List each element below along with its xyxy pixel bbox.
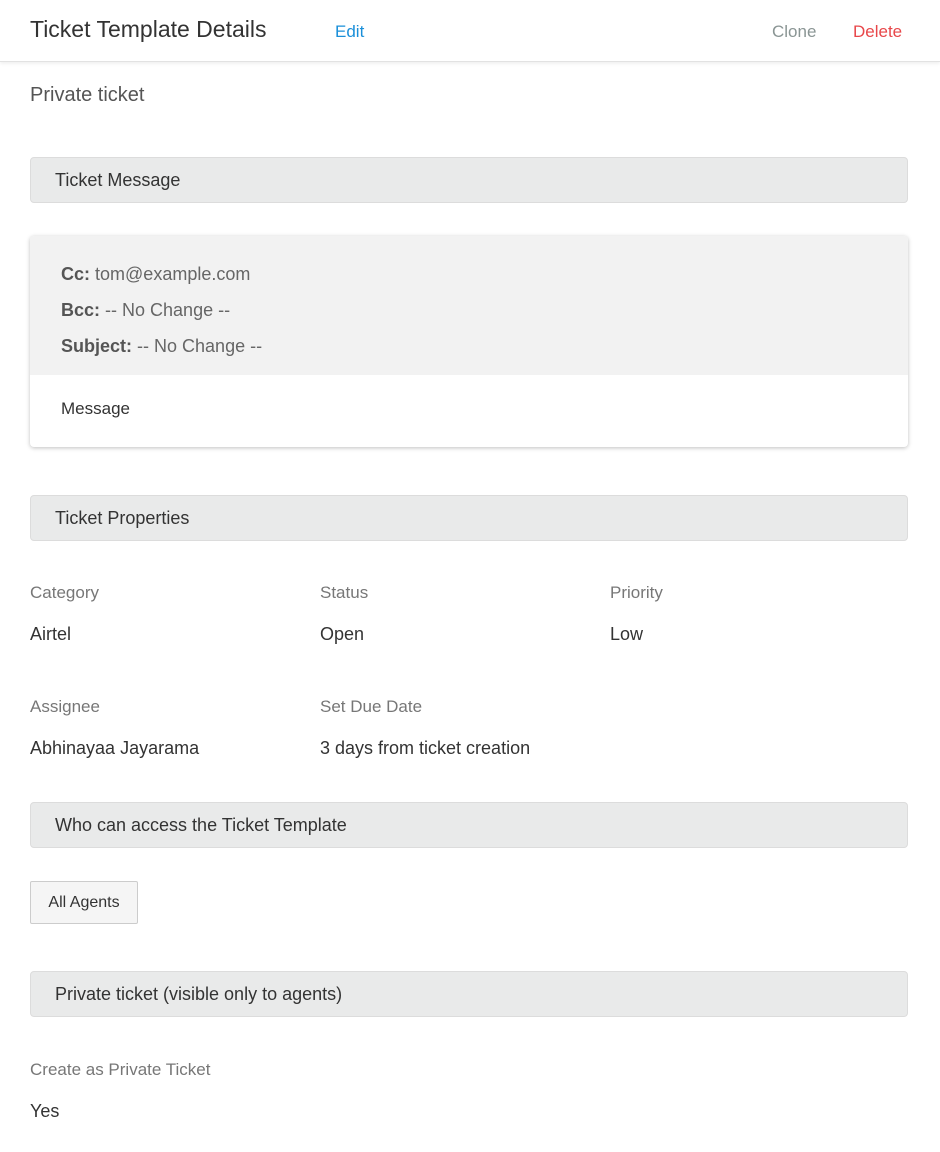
private-ticket-label: Create as Private Ticket: [30, 1060, 211, 1079]
due-date-value: 3 days from ticket creation: [320, 738, 531, 758]
priority-value: Low: [610, 624, 644, 644]
status-value: Open: [320, 624, 365, 644]
section-access: Who can access the Ticket Template: [30, 802, 908, 848]
edit-link[interactable]: Edit: [335, 22, 365, 41]
section-ticket-message: Ticket Message: [30, 157, 908, 203]
message-card: [30, 236, 908, 447]
clone-link[interactable]: Clone: [772, 22, 817, 41]
cc-row: Cc: tom@example.com: [61, 264, 251, 284]
header: [0, 0, 940, 62]
cc-value: tom@example.com: [95, 264, 251, 284]
private-ticket-value: Yes: [30, 1101, 60, 1121]
bcc-value: -- No Change --: [105, 300, 231, 320]
category-label: Category: [30, 583, 99, 602]
section-private-ticket: Private ticket (visible only to agents): [30, 971, 908, 1017]
status-label: Status: [320, 583, 369, 602]
message-body: Message: [61, 399, 130, 418]
section-ticket-properties: Ticket Properties: [30, 495, 908, 541]
category-value: Airtel: [30, 624, 72, 644]
bcc-row: Bcc: -- No Change --: [61, 300, 231, 320]
delete-link[interactable]: Delete: [853, 22, 903, 41]
template-name: Private ticket: [30, 84, 145, 106]
subject-row: Subject: -- No Change --: [61, 336, 263, 356]
all-agents-button[interactable]: All Agents: [30, 881, 138, 924]
assignee-value: Abhinayaa Jayarama: [30, 738, 200, 758]
page-title: Ticket Template Details: [30, 16, 267, 42]
assignee-label: Assignee: [30, 697, 100, 716]
priority-label: Priority: [610, 583, 663, 602]
subject-value: -- No Change --: [137, 336, 263, 356]
due-date-label: Set Due Date: [320, 697, 423, 716]
